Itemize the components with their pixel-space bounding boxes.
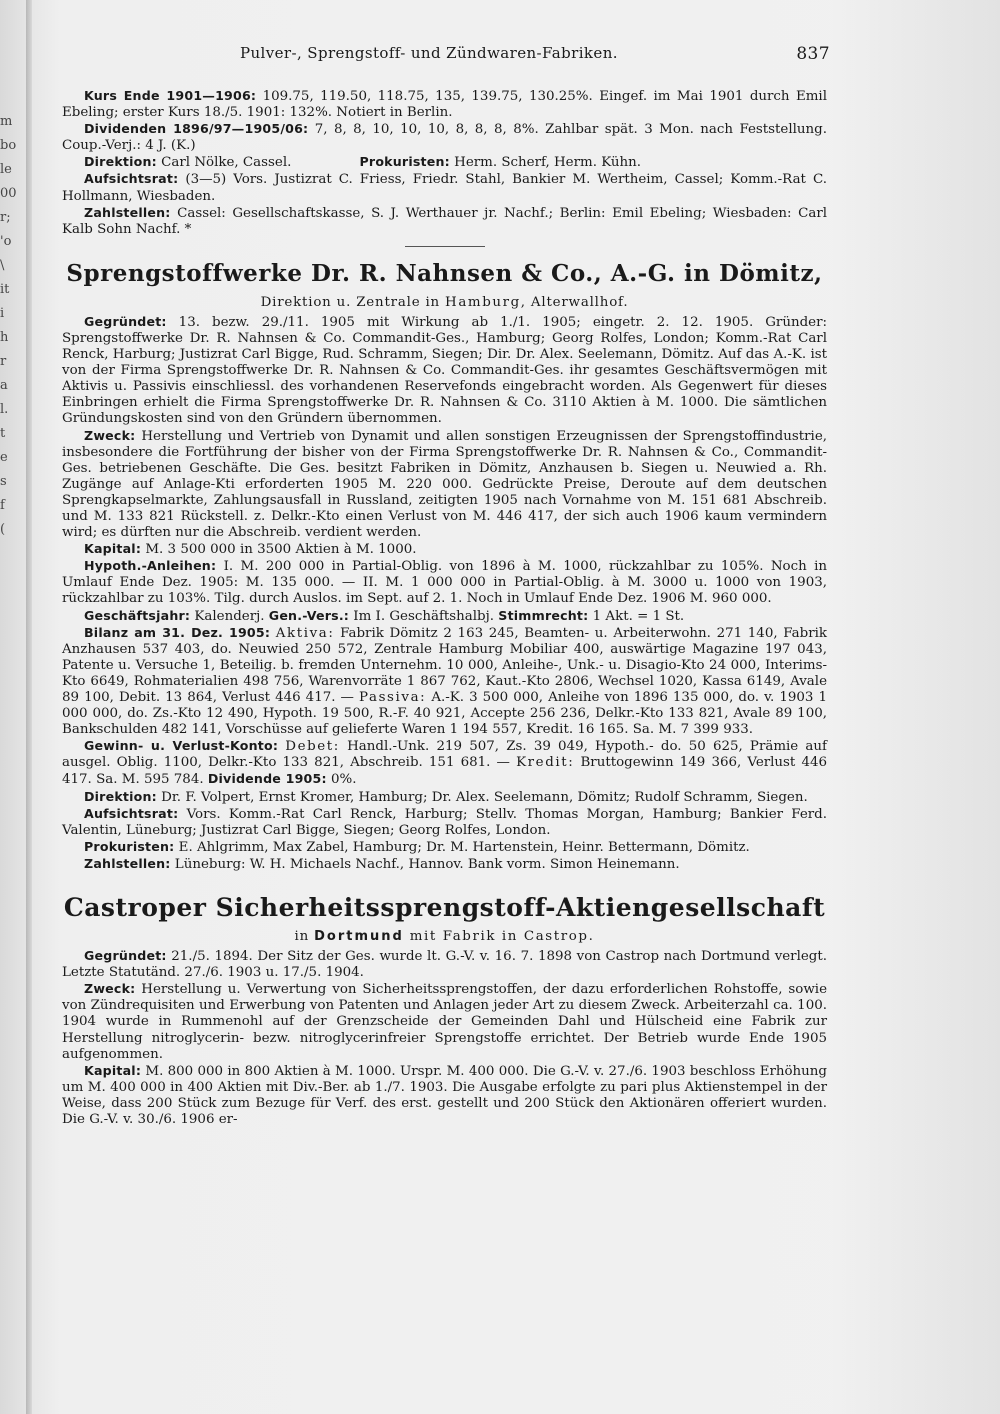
zweck-label: Zweck: xyxy=(84,427,136,443)
aufsichtsrat-label: Aufsichtsrat: xyxy=(84,171,179,187)
bilanz-passiva: A.-K. 3 500 000, Anleihe von 1896 135 000, do. v. 1903 1 000 000, do. Zs.-Kto 12 490, Hypoth. 19 500, R.-F. 40 921, Accepte 256 236, Delkr.-Kto 133 821, Avale 89 100, Bankschulden 482 141, Vorschüsse auf gelieferte Waren 1 194 557, Kredit. 16 165. Sa. M. 7 399 933. xyxy=(62,690,828,738)
geschaeftsjahr-text: Kalenderj. xyxy=(190,608,269,624)
gutter-fragment: a xyxy=(0,378,8,393)
dividende-label: Dividende 1905: xyxy=(207,771,327,787)
hypoth-label: Hypoth.-Anleihen: xyxy=(84,558,217,574)
gutter-fragments xyxy=(0,110,20,542)
entry2-prokuristen xyxy=(62,839,827,856)
running-header-title: Pulver-, Sprengstoff- und Zündwaren-Fabriken. xyxy=(240,44,618,62)
entry2-gegruendet xyxy=(62,314,827,428)
gutter-fragment: bo xyxy=(0,138,17,153)
page-number: 837 xyxy=(796,44,830,64)
gutter-fragment: h xyxy=(0,330,9,345)
guv-label: Gewinn- u. Verlust-Konto: xyxy=(84,738,279,754)
prokuristen-text: E. Ahlgrimm, Max Zabel, Hamburg; Dr. M. Hartenstein, Heinr. Bettermann, Dömitz. xyxy=(174,839,750,855)
gutter-fragment: e xyxy=(0,450,8,465)
entry3-subtitle-pre: in xyxy=(294,929,315,945)
guv-kredit: Bruttogewinn 149 366, Verlust 446 417. Sa. M. 595 784. xyxy=(62,755,827,788)
gutter-fragment: \ xyxy=(0,258,5,273)
entry3-subtitle xyxy=(62,929,827,945)
bilanz-label: Bilanz am 31. Dez. 1905: xyxy=(84,624,271,640)
hypoth-text: I. M. 200 000 in Partial-Oblig. von 1896 à M. 1000, rückzahlbar zu 105%. Noch in Umlauf Ende Dez. 1905: M. 135 000. — II. M. 1 000 000 in Partial-Oblig. à M. 3000 u. 1000 von 1903, rückzahlbar zu 103%. Tilg. durch Auslos. im Sept. auf 2. 1. Noch in Umlauf Ende Dez. 1906 M. 960 000. xyxy=(62,559,827,607)
gutter-fragment: m xyxy=(0,114,13,129)
direktion-text: Dr. F. Volpert, Ernst Kromer, Hamburg; Dr. Alex. Seelemann, Dömitz; Rudolf Schramm, Siegen. xyxy=(156,789,808,805)
gegruendet-text: 13. bezw. 29./11. 1905 mit Wirkung ab 1./1. 1905; eingetr. 2. 12. 1905. Gründer: Sprengstoffwerke Dr. R. Nahnsen & Co. Commandit-Ges., Hamburg; Georg Rolfes, London; Komm.-Rat Carl Renck, Harburg; Justizrat Carl Bigge, Rud. Schramm, Siegen; Dir. Dr. Alex. Seelemann, Dömitz. Auf das A.-K. ist von der Firma Sprengstoffwerke Dr. R. Nahnsen & Co. Commandit-Ges. ihr gesamtes Geschäftsvermögen mit Aktivis u. Passivis einschliessl. des vorhandenen Reservefonds eingebracht worden. Als Gegenwert für dieses Einbringen erhielt die Firma Sprengstoffwerke Dr. R. Nahnsen & Co. 3110 Aktien à M. 1000. Die sämtlichen Gründungskosten sind von den Gründern übernommen. xyxy=(62,314,827,427)
entry2-subtitle-pre: Direktion u. Zentrale in xyxy=(260,294,446,310)
entry1-direktion xyxy=(62,154,827,171)
entry1-kurs xyxy=(62,88,827,121)
gegruendet-text: 21./5. 1894. Der Sitz der Ges. wurde lt. G.-V. v. 16. 7. 1898 von Castrop nach Dortmund verlegt. Letzte Statutänd. 27./6. 1903 u. 17./5. 1904. xyxy=(62,949,827,981)
dividenden-label: Dividenden 1896/97—1905/06: xyxy=(84,121,309,137)
zahlstellen-label: Zahlstellen: xyxy=(84,855,171,871)
gutter-fragment: le xyxy=(0,162,12,177)
bilanz-aktiva: Fabrik Dömitz 2 163 245, Beamten- u. Arbeiterwohn. 271 140, Fabrik Anzhausen 537 403, do. Neuwied 250 572, Zentrale Hamburg Mobiliar 400, auswärtige Magazine 197 043, Patente u. Versuche 1, Beteilig. b. fremden Unternehm. 10 000, Anleihe-, Unk.- u. Disagio-Kto 24 000, Interims-Kto 6649, Rohmaterialien 498 756, Warenvorräte 1 867 762, Kaut.-Kto 2806, Wechsel 1020, Kassa 6149, Avale 89 100, Debit. 13 864, Verlust 446 417. — xyxy=(62,625,827,705)
gutter-fragment: 'o xyxy=(0,234,12,249)
gegruendet-label: Gegründet: xyxy=(84,313,167,329)
direktion-label: Direktion: xyxy=(84,788,157,804)
section-gap xyxy=(62,873,827,887)
zweck-text: Herstellung und Vertrieb von Dynamit und allen sonstigen Erzeugnissen der Sprengstoffindustrie, insbesondere die Fortführung der bisher von der Firma Sprengstoffwerke Dr. R. Nahnsen & Co., Commandit-Ges. betriebenen Geschäfte. Die Ges. besitzt Fabriken in Dömitz, Anzhausen b. Siegen u. Neuwied a. Rh. Zugänge auf Anlage-Kti erforderten 1905 M. 220 000. Gedrückte Preise, Deroute auf dem deutschen Sprengkapselmarkte, Zahlungsausfall in Russland, zeitigten 1905 nach Vornahme von M. 151 681 Abschreib. und M. 133 821 Rückstell. z. Delkr.-Kto einen Verlust von M. 446 417, der sich auch 1906 kaum vermindern wird; es dürften nur die Abschreib. verdient werden. xyxy=(62,428,827,541)
entry2-subtitle-loc: Hamburg xyxy=(445,294,521,310)
kapital-label: Kapital: xyxy=(84,541,142,557)
gegruendet-label: Gegründet: xyxy=(84,948,167,964)
page-edge-shadow xyxy=(830,0,1000,1414)
entry1-aufsichtsrat xyxy=(62,171,827,204)
entry2-subtitle-post: , Alterwallhof. xyxy=(520,294,629,310)
gutter-fragment: r xyxy=(0,354,7,369)
prokuristen-label: Prokuristen: xyxy=(359,154,450,170)
gutter-fragment: 00 xyxy=(0,186,17,201)
entry2-kapital xyxy=(62,541,827,558)
aufsichtsrat-text: (3—5) Vors. Justizrat C. Friess, Friedr. Stahl, Bankier M. Wertheim, Cassel; Komm.-Rat C. Hollmann, Wiesbaden. xyxy=(62,172,827,204)
entry3-kapital xyxy=(62,1063,827,1128)
prokuristen-text: Herm. Scherf, Herm. Kühn. xyxy=(449,155,642,171)
entry1-dividenden xyxy=(62,121,827,154)
entry2-subtitle xyxy=(62,295,827,311)
zahlstellen-label: Zahlstellen: xyxy=(84,204,171,220)
gutter-fragment: i xyxy=(0,306,5,321)
zahlstellen-text: Cassel: Gesellschaftskasse, S. J. Werthauer jr. Nachf.; Berlin: Emil Ebeling; Wiesbaden: Carl Kalb Sohn Nachf. * xyxy=(62,205,827,237)
dividenden-text: 7, 8, 8, 10, 10, 10, 8, 8, 8, 8%. Zahlbar spät. 3 Mon. nach Feststellung. Coup.-Verj.: 4 J. (K.) xyxy=(62,122,828,154)
debet-word: Debet: xyxy=(285,739,340,755)
zahlstellen-text: Lüneburg: W. H. Michaels Nachf., Hannov. Bank vorm. Simon Heinemann. xyxy=(170,856,680,872)
zweck-text: Herstellung u. Verwertung von Sicherheitssprengstoffen, der dazu erforderlichen Rohstoffe, sowie von Zündrequisiten und Erwerbung von Patenten und Anlagen jeder Art zu diesem Zweck. Arbeiterzahl ca. 100. 1904 wurde in Rummenohl auf der Grenzscheide der Gemeinden Dahl und Hülscheid eine Fabrik zur Herstellung nitroglycerin- bezw. nitroglycerinfreier Sprengstoffe errichtet. Der Betrieb wurde Ende 1905 aufgenommen. xyxy=(62,982,827,1062)
entry1-zahlstellen xyxy=(62,205,827,238)
entry2-geschaeftsjahr xyxy=(62,608,827,625)
kredit-word: Kredit: xyxy=(516,755,575,771)
section-divider xyxy=(405,246,485,247)
direktion-label: Direktion: xyxy=(84,154,157,170)
entry2-aufsichtsrat xyxy=(62,806,827,839)
gutter-fragment: it xyxy=(0,282,10,297)
gutter-fragment: l. xyxy=(0,402,9,417)
entry2-direktion xyxy=(62,789,827,806)
kapital-text: M. 3 500 000 in 3500 Aktien à M. 1000. xyxy=(141,542,417,558)
entry3-gegruendet xyxy=(62,948,827,981)
direktion-text: Carl Nölke, Cassel. xyxy=(156,155,292,171)
stimmrecht-text: 1 Akt. = 1 St. xyxy=(588,608,685,624)
entry2-guv xyxy=(62,738,827,788)
entry2-zweck xyxy=(62,428,827,542)
gutter-fragment: t xyxy=(0,426,6,441)
aktiva-word: Aktiva: xyxy=(275,625,335,641)
entry3-subtitle-loc: Dortmund xyxy=(314,929,404,945)
zweck-label: Zweck: xyxy=(84,981,136,997)
entry2-title: Sprengstoffwerke Dr. R. Nahnsen & Co., A.-G. in Dömitz, xyxy=(66,259,823,287)
aufsichtsrat-text: Vors. Komm.-Rat Carl Renck, Harburg; Stellv. Thomas Morgan, Hamburg; Bankier Ferd. Valentin, Lüneburg; Justizrat Carl Bigge, Siegen; Georg Rolfes, London. xyxy=(62,806,827,838)
kapital-text: M. 800 000 in 800 Aktien à M. 1000. Urspr. M. 400 000. Die G.-V. v. 27./6. 1903 beschloss Erhöhung um M. 400 000 in 400 Aktien mit Div.-Ber. ab 1./7. 1903. Die Ausgabe erfolgte zu pari plus Aktienstempel in der Weise, dass 200 Stück zum Bezuge für Verf. des erst. gestellt und 200 Stück den Aktionären offeriert wurden. Die G.-V. v. 30./6. 1906 er- xyxy=(62,1063,827,1127)
gutter-fragment: f xyxy=(0,498,5,513)
aufsichtsrat-label: Aufsichtsrat: xyxy=(84,805,179,821)
entry2-zahlstellen xyxy=(62,856,827,873)
kapital-label: Kapital: xyxy=(84,1062,142,1078)
prokuristen-label: Prokuristen: xyxy=(84,838,175,854)
gutter-fragment: ( xyxy=(0,522,6,537)
genvers-text: Im I. Geschäftshalbj. xyxy=(349,608,499,624)
entry2-hypoth xyxy=(62,558,827,607)
dividende-text: 0%. xyxy=(326,772,357,788)
entry2-bilanz xyxy=(62,625,827,739)
gutter-fragment: s xyxy=(0,474,7,489)
genvers-label: Gen.-Vers.: xyxy=(268,607,350,623)
kurs-label: Kurs Ende 1901—1906: xyxy=(84,88,257,103)
text-column xyxy=(62,88,827,1128)
geschaeftsjahr-label: Geschäftsjahr: xyxy=(84,607,191,623)
entry3-subtitle-post: mit Fabrik in Castrop. xyxy=(403,929,595,945)
entry3-title: Castroper Sicherheitssprengstoff-Aktiengesellschaft xyxy=(63,893,826,923)
stimmrecht-label: Stimmrecht: xyxy=(498,607,589,623)
book-spine-shadow xyxy=(26,0,32,1414)
passiva-word: Passiva: xyxy=(358,690,427,705)
gutter-fragment: r; xyxy=(0,210,11,225)
kurs-text: 109.75, 119.50, 118.75, 135, 139.75, 130.25%. Eingef. im Mai 1901 durch Emil Ebeling; erster Kurs 18./5. 1901: 132%. Notiert in Berlin. xyxy=(62,89,827,121)
guv-debet: Handl.-Unk. 219 507, Zs. 39 049, Hypoth.- do. 50 625, Prämie auf ausgel. Oblig. 1100, Delkr.-Kto 133 821, Abschreib. 151 681. — xyxy=(62,739,827,771)
entry3-zweck xyxy=(62,981,827,1062)
